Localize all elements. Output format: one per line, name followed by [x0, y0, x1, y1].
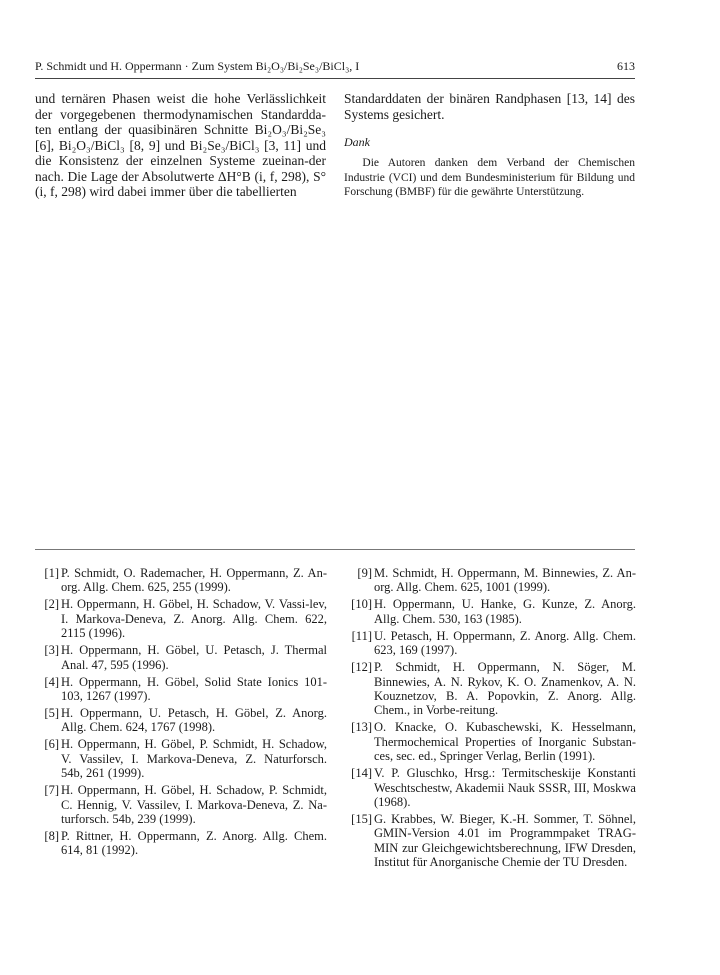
- reference-text: H. Oppermann, H. Göbel, H. Schadow, P. Schmidt, C. Hennig, V. Vassilev, I. Markova-Deneva, Z. Na-turforsch. 54b, 239 (1999).: [61, 783, 327, 827]
- references-left-column: [35, 566, 327, 860]
- references-rule: [35, 549, 635, 550]
- reference-item: [35, 829, 327, 858]
- running-title: P. Schmidt und H. Oppermann · Zum System Bi₂O₃/Bi₂Se₃/BiCl₃, I: [35, 59, 360, 73]
- reference-text: H. Oppermann, H. Göbel, H. Schadow, V. Vassi-lev, I. Markova-Deneva, Z. Anorg. Allg. Chem. 622, 2115 (1996).: [61, 597, 327, 641]
- reference-item: [35, 706, 327, 735]
- reference-text: H. Oppermann, U. Petasch, H. Göbel, Z. Anorg. Allg. Chem. 624, 1767 (1998).: [61, 706, 327, 735]
- reference-item: [35, 643, 327, 672]
- body-paragraph-right: Standarddaten der binären Randphasen [13, 14] des Systems gesichert.: [344, 91, 635, 122]
- reference-item: [344, 660, 636, 718]
- reference-number: [2]: [44, 597, 59, 612]
- reference-number: [12]: [351, 660, 372, 675]
- reference-number: [9]: [357, 566, 372, 580]
- body-text-right-column: [344, 91, 635, 122]
- reference-number: [8]: [44, 829, 59, 844]
- reference-number: [11]: [351, 628, 372, 643]
- reference-text: H. Oppermann, H. Göbel, P. Schmidt, H. Schadow, V. Vassilev, I. Markova-Deneva, Z. Naturforsch. 54b, 261 (1999).: [61, 737, 327, 781]
- reference-number: [14]: [351, 766, 372, 781]
- reference-item: [35, 566, 327, 595]
- reference-text: P. Rittner, H. Oppermann, Z. Anorg. Allg. Chem. 614, 81 (1992).: [61, 829, 327, 858]
- reference-number: [5]: [44, 706, 59, 721]
- reference-item: [344, 566, 636, 595]
- reference-item: [344, 597, 636, 626]
- page-number: 613: [617, 59, 635, 73]
- reference-text: H. Oppermann, H. Göbel, U. Petasch, J. Thermal Anal. 47, 595 (1996).: [61, 643, 327, 672]
- reference-item: [35, 675, 327, 704]
- reference-item: [35, 783, 327, 826]
- reference-item: [344, 629, 636, 658]
- reference-number: [7]: [44, 783, 59, 798]
- reference-text: O. Knacke, O. Kubaschewski, K. Hesselmann, Thermochemical Properties of Inorganic Substan-ces, sec. ed., Springer Verlag, Berlin (1991).: [374, 720, 636, 764]
- reference-number: [15]: [351, 812, 372, 827]
- running-header: [35, 59, 635, 75]
- reference-text: G. Krabbes, W. Bieger, K.-H. Sommer, T. Söhnel, GMIN-Version 4.01 im Programmpaket TRAG-MIN zur Gleichgewichtsberechnung, IFW Dresden, Institut für Anorganische Chemie der TU Dresden.: [374, 812, 636, 870]
- reference-text: M. Schmidt, H. Oppermann, M. Binnewies, Z. An-org. Allg. Chem. 625, 1001 (1999).: [374, 566, 636, 595]
- reference-number: [13]: [351, 720, 372, 735]
- reference-text: P. Schmidt, H. Oppermann, N. Söger, M. Binnewies, A. N. Rykov, K. O. Znamenkov, A. N. Kouznetzov, B. A. Popovkin, Z. Anorg. Allg. Chem., in Vorbe-reitung.: [374, 660, 636, 718]
- reference-text: U. Petasch, H. Oppermann, Z. Anorg. Allg. Chem. 623, 169 (1997).: [374, 628, 636, 658]
- references-right-column: [344, 566, 636, 872]
- reference-text: H. Oppermann, U. Hanke, G. Kunze, Z. Anorg. Allg. Chem. 530, 163 (1985).: [374, 597, 636, 626]
- reference-item: [35, 597, 327, 640]
- reference-number: [10]: [351, 597, 372, 612]
- reference-number: [3]: [44, 643, 59, 658]
- body-text-left-column: [35, 91, 326, 200]
- reference-text: H. Oppermann, H. Göbel, Solid State Ionics 101-103, 1267 (1997).: [61, 674, 327, 704]
- acknowledgment-heading: Dank: [344, 135, 370, 149]
- reference-number: [4]: [44, 674, 59, 689]
- reference-text: V. P. Gluschko, Hrsg.: Termitscheskije Konstanti Weschtschestw, Akademii Nauk SSSR, III, Moskwa (1968).: [374, 766, 636, 810]
- reference-number: [1]: [44, 566, 59, 580]
- reference-item: [344, 720, 636, 763]
- reference-text: P. Schmidt, O. Rademacher, H. Oppermann, Z. An-org. Allg. Chem. 625, 255 (1999).: [61, 566, 327, 595]
- acknowledgment-text-block: [344, 156, 635, 200]
- header-rule: [35, 78, 635, 79]
- reference-item: [344, 766, 636, 809]
- reference-item: [35, 737, 327, 780]
- reference-number: [6]: [44, 737, 59, 752]
- reference-item: [344, 812, 636, 870]
- body-paragraph-left: und ternären Phasen weist die hohe Verlässlichkeit der vorgegebenen thermodynamischen Standardda-ten entlang der quasibinären Schnitte Bi₂O₃/Bi₂Se₃ [6], Bi₂O₃/BiCl₃ [8, 9] und Bi₂Se₃/BiCl₃ [3, 11] und die Konsistenz der einzelnen Systeme zueinan-der nach. Die Lage der Absolutwerte ΔH°B (i, f, 298), S°(i, f, 298) wird dabei immer über die tabellierten: [35, 91, 326, 199]
- acknowledgment-text: Die Autoren danken dem Verband der Chemischen Industrie (VCI) und dem Bundesministerium für Bildung und Forschung (BMBF) für die gewährte Unterstützung.: [344, 157, 635, 198]
